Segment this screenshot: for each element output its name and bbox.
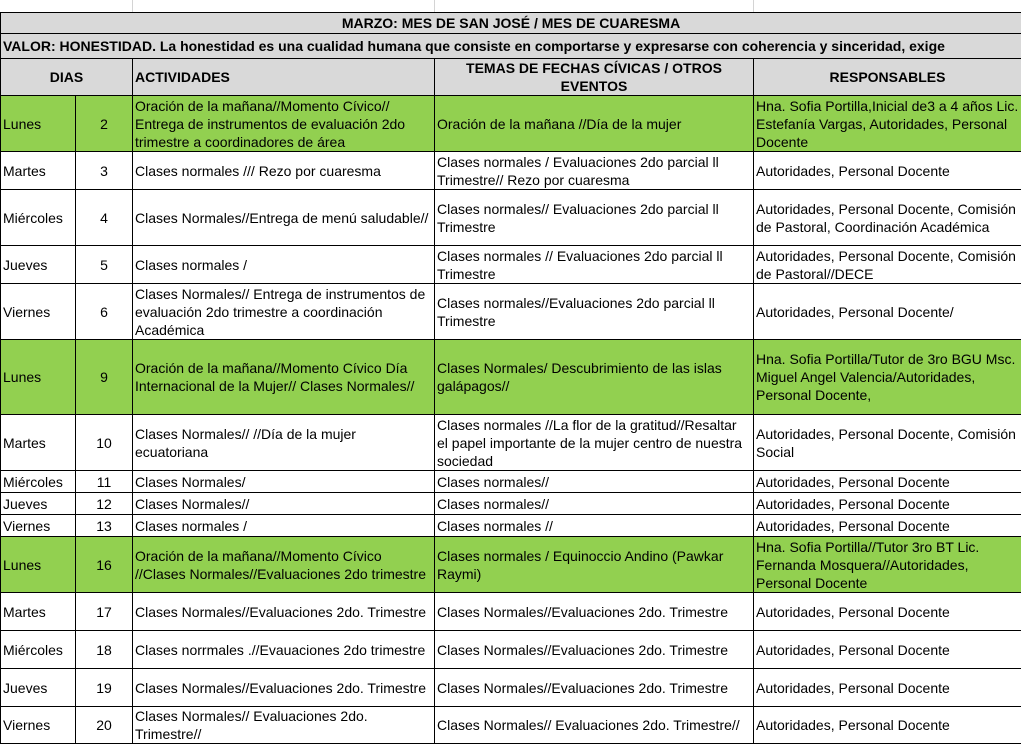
table-row <box>1 593 1021 631</box>
responsables-cell[interactable]: Hna. Sofia Portilla//Tutor 3ro BT Lic. Fernanda Mosquera//Autoridades, Personal Docente <box>754 537 1021 593</box>
day-cell[interactable]: Jueves <box>1 246 76 284</box>
date-number-cell[interactable]: 3 <box>76 152 133 190</box>
table-row <box>1 515 1021 537</box>
responsables-cell[interactable]: Autoridades, Personal Docente, Comisión de Pastoral//DECE <box>754 246 1021 284</box>
temas-cell[interactable]: Clases normales / Evaluaciones 2do parcial ll Trimestre// Rezo por cuaresma <box>435 152 754 190</box>
responsables-cell[interactable]: Autoridades, Personal Docente, Comisión Social <box>754 415 1021 471</box>
date-number-cell[interactable]: 2 <box>76 96 133 152</box>
temas-cell[interactable]: Clases normales // <box>435 515 754 537</box>
temas-cell[interactable]: Clases Normales//Evaluaciones 2do. Trimestre <box>435 631 754 669</box>
responsables-cell[interactable]: Hna. Sofia Portilla/Tutor de 3ro BGU Msc. Miguel Angel Valencia/Autoridades, Personal Docente, <box>754 340 1021 415</box>
temas-cell[interactable]: Clases Normales// Evaluaciones 2do. Trimestre// <box>435 707 754 744</box>
responsables-cell[interactable]: Autoridades, Personal Docente, Comisión de Pastoral, Coordinación Académica <box>754 190 1021 246</box>
day-cell[interactable]: Viernes <box>1 284 76 340</box>
temas-cell[interactable]: Clases normales / Equinoccio Andino (Pawkar Raymi) <box>435 537 754 593</box>
day-cell[interactable]: Viernes <box>1 707 76 744</box>
temas-cell[interactable]: Clases normales//Evaluaciones 2do parcial ll Trimestre <box>435 284 754 340</box>
actividades-cell[interactable]: Clases Normales// //Día de la mujer ecuatoriana <box>133 415 435 471</box>
actividades-cell[interactable]: Clases Normales// Entrega de instrumentos de evaluación 2do trimestre a coordinación Académica <box>133 284 435 340</box>
header-responsables[interactable]: RESPONSABLES <box>754 59 1021 96</box>
table-row <box>1 537 1021 593</box>
table-row <box>1 471 1021 493</box>
temas-cell[interactable]: Clases Normales/ Descubrimiento de las islas galápagos// <box>435 340 754 415</box>
day-cell[interactable]: Martes <box>1 415 76 471</box>
date-number-cell[interactable]: 9 <box>76 340 133 415</box>
responsables-cell[interactable]: Autoridades, Personal Docente <box>754 515 1021 537</box>
day-cell[interactable]: Lunes <box>1 96 76 152</box>
date-number-cell[interactable]: 12 <box>76 493 133 515</box>
table-row <box>1 152 1021 190</box>
table-row <box>1 415 1021 471</box>
responsables-cell[interactable]: Autoridades, Personal Docente <box>754 593 1021 631</box>
temas-cell[interactable]: Clases normales// <box>435 471 754 493</box>
actividades-cell[interactable]: Clases normales / <box>133 246 435 284</box>
day-cell[interactable]: Lunes <box>1 340 76 415</box>
temas-cell[interactable]: Clases Normales//Evaluaciones 2do. Trimestre <box>435 669 754 707</box>
date-number-cell[interactable]: 11 <box>76 471 133 493</box>
schedule-table <box>0 12 1021 744</box>
day-cell[interactable]: Lunes <box>1 537 76 593</box>
temas-cell[interactable]: Clases normales// <box>435 493 754 515</box>
responsables-cell[interactable]: Autoridades, Personal Docente/ <box>754 284 1021 340</box>
header-temas[interactable]: TEMAS DE FECHAS CÍVICAS / OTROS EVENTOS <box>435 59 754 96</box>
table-row <box>1 493 1021 515</box>
actividades-cell[interactable]: Clases Normales//Evaluaciones 2do. Trimestre <box>133 593 435 631</box>
date-number-cell[interactable]: 10 <box>76 415 133 471</box>
date-number-cell[interactable]: 16 <box>76 537 133 593</box>
date-number-cell[interactable]: 5 <box>76 246 133 284</box>
date-number-cell[interactable]: 13 <box>76 515 133 537</box>
day-cell[interactable]: Miércoles <box>1 190 76 246</box>
table-row <box>1 707 1021 744</box>
table-row <box>1 669 1021 707</box>
day-cell[interactable]: Jueves <box>1 669 76 707</box>
date-number-cell[interactable]: 20 <box>76 707 133 744</box>
day-cell[interactable]: Martes <box>1 152 76 190</box>
table-row <box>1 190 1021 246</box>
actividades-cell[interactable]: Clases normales / <box>133 515 435 537</box>
sheet-title[interactable]: MARZO: MES DE SAN JOSÉ / MES DE CUARESMA <box>1 13 1021 34</box>
actividades-cell[interactable]: Oración de la mañana//Momento Cívico //Clases Normales//Evaluaciones 2do trimestre <box>133 537 435 593</box>
valor-row[interactable]: VALOR: HONESTIDAD. La honestidad es una cualidad humana que consiste en comportarse y expresarse con coherencia y sinceridad, exige <box>1 34 1021 59</box>
date-number-cell[interactable]: 4 <box>76 190 133 246</box>
responsables-cell[interactable]: Autoridades, Personal Docente <box>754 152 1021 190</box>
table-row <box>1 284 1021 340</box>
responsables-cell[interactable]: Autoridades, Personal Docente <box>754 707 1021 744</box>
responsables-cell[interactable]: Autoridades, Personal Docente <box>754 631 1021 669</box>
date-number-cell[interactable]: 19 <box>76 669 133 707</box>
date-number-cell[interactable]: 18 <box>76 631 133 669</box>
day-cell[interactable]: Martes <box>1 593 76 631</box>
day-cell[interactable]: Jueves <box>1 493 76 515</box>
responsables-cell[interactable]: Hna. Sofia Portilla,Inicial de3 a 4 años Lic. Estefanía Vargas, Autoridades, Personal Docente <box>754 96 1021 152</box>
responsables-cell[interactable]: Autoridades, Personal Docente <box>754 493 1021 515</box>
table-row <box>1 340 1021 415</box>
date-number-cell[interactable]: 6 <box>76 284 133 340</box>
actividades-cell[interactable]: Clases Normales//Evaluaciones 2do. Trimestre <box>133 669 435 707</box>
day-cell[interactable]: Miércoles <box>1 631 76 669</box>
day-cell[interactable]: Miércoles <box>1 471 76 493</box>
actividades-cell[interactable]: Clases normales /// Rezo por cuaresma <box>133 152 435 190</box>
temas-cell[interactable]: Oración de la mañana //Día de la mujer <box>435 96 754 152</box>
table-row <box>1 96 1021 152</box>
header-actividades[interactable]: ACTIVIDADES <box>133 59 435 96</box>
actividades-cell[interactable]: Clases norrmales .//Evauaciones 2do trimestre <box>133 631 435 669</box>
temas-cell[interactable]: Clases normales //La flor de la gratitud//Resaltar el papel importante de la mujer centro de nuestra sociedad <box>435 415 754 471</box>
responsables-cell[interactable]: Autoridades, Personal Docente <box>754 669 1021 707</box>
actividades-cell[interactable]: Oración de la mañana//Momento Cívico// Entrega de instrumentos de evaluación 2do trimestre a coordinadores de área <box>133 96 435 152</box>
header-dias[interactable]: DIAS <box>1 59 133 96</box>
actividades-cell[interactable]: Clases Normales// <box>133 493 435 515</box>
actividades-cell[interactable]: Clases Normales/ <box>133 471 435 493</box>
temas-cell[interactable]: Clases normales// Evaluaciones 2do parcial ll Trimestre <box>435 190 754 246</box>
temas-cell[interactable]: Clases Normales//Evaluaciones 2do. Trimestre <box>435 593 754 631</box>
responsables-cell[interactable]: Autoridades, Personal Docente <box>754 471 1021 493</box>
actividades-cell[interactable]: Clases Normales// Evaluaciones 2do. Trimestre// <box>133 707 435 744</box>
table-row <box>1 246 1021 284</box>
temas-cell[interactable]: Clases normales // Evaluaciones 2do parcial ll Trimestre <box>435 246 754 284</box>
table-row <box>1 631 1021 669</box>
date-number-cell[interactable]: 17 <box>76 593 133 631</box>
day-cell[interactable]: Viernes <box>1 515 76 537</box>
actividades-cell[interactable]: Oración de la mañana//Momento Cívico Día Internacional de la Mujer// Clases Normales// <box>133 340 435 415</box>
actividades-cell[interactable]: Clases Normales//Entrega de menú saludable// <box>133 190 435 246</box>
